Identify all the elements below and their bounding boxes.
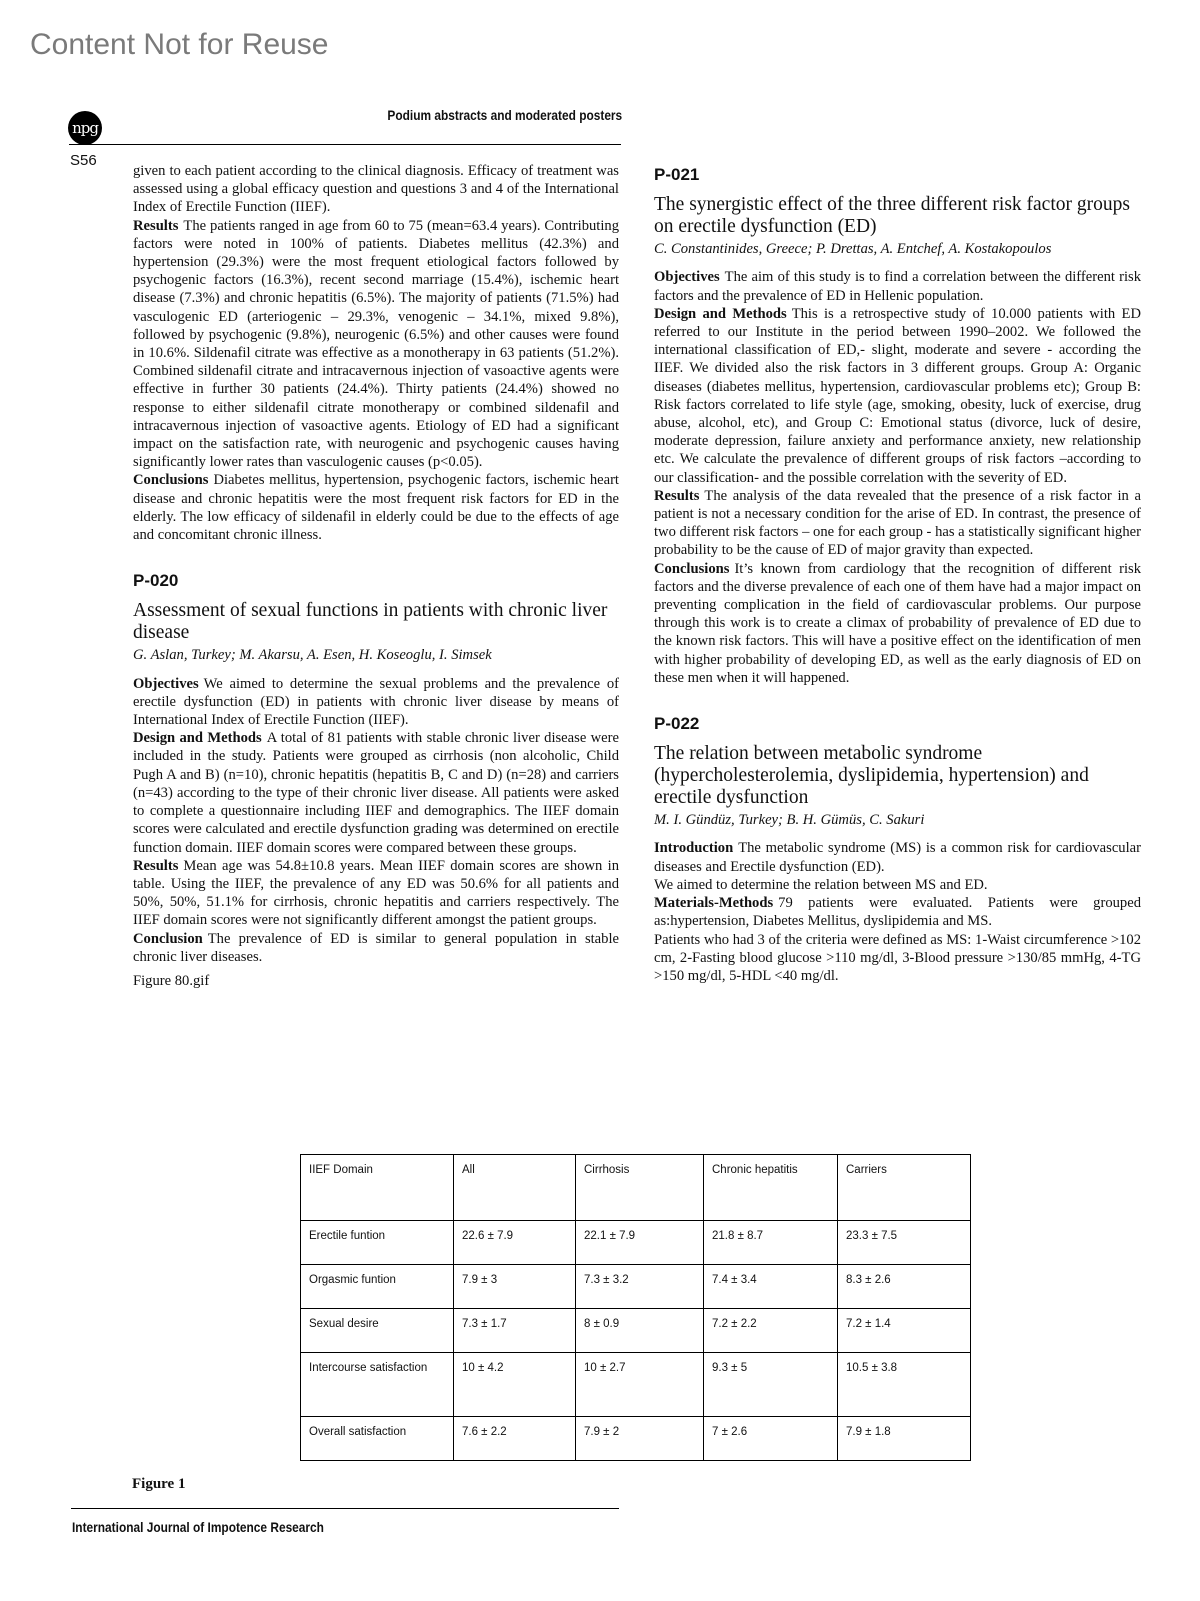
- continued-conclusions: [133, 471, 619, 544]
- table-row: [301, 1265, 971, 1309]
- table-cell: 22.6 ± 7.9: [454, 1221, 576, 1265]
- results-text: The analysis of the data revealed that the presence of a risk factor in a patient is not a necessary condition for the arise of ED. In contrast, the presence of two different risk factors – one for each group - has a statistically significant higher probability to be the cause of ED of major gravity than expected.: [654, 487, 1141, 559]
- results-label: Results: [133, 217, 179, 234]
- objectives-text: The aim of this study is to find a correlation between the different risk factors and the prevalence of ED in Hellenic population.: [654, 269, 1141, 304]
- table-cell: Intercourse satisfaction: [301, 1353, 454, 1417]
- abstract-title-p021: The synergistic effect of the three different risk factor groups on erectile dysfunction (ED): [654, 194, 1130, 238]
- introduction-label: Introduction: [654, 840, 734, 857]
- table-header-cell: All: [454, 1155, 576, 1221]
- running-head: Podium abstracts and moderated posters: [387, 107, 622, 123]
- objectives-text: We aimed to determine the sexual problems and the prevalence of erectile dysfunction (ED) in patients with chronic liver disease by means of International Index of Erectile Function (IIEF).: [133, 675, 619, 729]
- continued-methods: given to each patient according to the clinical diagnosis. Efficacy of treatment was assessed using a global efficacy question and questions 3 and 4 of the International Index of Erectile Function (IIEF).: [133, 163, 619, 216]
- abstract-title-p022: The relation between metabolic syndrome (hypercholesterolemia, dyslipidemia, hypertension) and erectile dysfunction: [654, 743, 1089, 809]
- abstract-authors-p021: C. Constantinides, Greece; P. Drettas, A. Entchef, A. Kostakopoulos: [654, 241, 1052, 258]
- p021-conclusions: [654, 560, 1141, 687]
- table-cell: 7.9 ± 3: [454, 1265, 576, 1309]
- results-text: The patients ranged in age from 60 to 75 (mean=63.4 years). Contributing factors were noted in 100% of patients. Diabetes mellitus (42.3%) and hypertension (29.3%) were the most frequent etiological factors followed by psychogenic factors (16.3%), recent second marriage (15.4%), ischemic heart disease (7.3%) and chronic hepatitis (6.5%). The majority of patients (71.5%) had vasculogenic ED (arteriogenic – 29.3%, venogenic – 34.1%, mixed 9.8%), followed by psychogenic (9.8%), neurogenic (6.5%) and other causes were found in 10.6%. Sildenafil citrate was effective as a monotherapy in 63 patients (51.2%). Combined sildenafil citrate and intracavernous injection of vasoactive agents were effective in further 30 patients (24.4%). Thirty patients (24.4%) showed no response to either sildenafil citrate monotherapy or combined sildenafil and intracavernous injection of vasoactive agents. Etiology of ED had a significant impact on the satisfaction rate, with neurogenic and psychogenic causes having significantly lower rates than vasculogenic causes (p<0.05).: [133, 217, 619, 471]
- table-cell: 23.3 ± 7.5: [838, 1221, 971, 1265]
- table-cell: 7.4 ± 3.4: [704, 1265, 838, 1309]
- p020-design: [133, 729, 619, 856]
- table-header-cell: Chronic hepatitis: [704, 1155, 838, 1221]
- table-cell: Erectile funtion: [301, 1221, 454, 1265]
- npg-logo: npg: [68, 111, 102, 145]
- abstract-id-p021: P-021: [654, 165, 700, 184]
- table-cell: 10 ± 4.2: [454, 1353, 576, 1417]
- abstract-id-p020: P-020: [133, 571, 179, 591]
- conclusions-label: Conclusions: [133, 472, 209, 489]
- table-cell: 21.8 ± 8.7: [704, 1221, 838, 1265]
- objectives-label: Objectives: [133, 675, 199, 692]
- p022-introduction: [654, 839, 1141, 875]
- abstract-id-p022: P-022: [654, 714, 700, 734]
- design-text: This is a retrospective study of 10.000 patients with ED referred to our Institute in the period between 1990–2002. We followed the international classification of ED,- slight, moderate and severe - according the IIEF. We divided also the risk factors in 3 different groups. Group A: Organic diseases (diabetes mellitus, hypertension, cardiovascular problems etc); Group B: Risk factors correlated to life style (age, smoking, obesity, luck of exercise, drug abuse, alcohol, etc), and Group C: Emotional status (divorce, luck of desire, moderate depression, failure anxiety and performance anxiety, new relationship etc. We calculate the prevalence of different groups of risk factors –according to our classification- and the possible correlation with the severity of ED.: [654, 305, 1142, 486]
- table-cell: 7.9 ± 2: [576, 1417, 704, 1461]
- iief-domain-table: [300, 1154, 971, 1461]
- methods-label: Materials-Methods: [654, 895, 774, 912]
- table-header-cell: Cirrhosis: [576, 1155, 704, 1221]
- table-cell: 7.2 ± 1.4: [838, 1309, 971, 1353]
- table-header-cell: Carriers: [838, 1155, 971, 1221]
- table-cell: 7.2 ± 2.2: [704, 1309, 838, 1353]
- p021-objectives: [654, 268, 1141, 304]
- header-rule: [69, 144, 621, 145]
- design-label: Design and Methods: [654, 305, 787, 322]
- design-label: Design and Methods: [133, 730, 262, 747]
- conclusions-text: It’s known from cardiology that the recognition of different risk factors and the diverse prevalence of each one of them have had a major impact on preventing complication in the field of cardiovascular problems. Our purpose through this work is to create a climax of probability of prevalence of ED due to the known risk factors. This will have a positive effect on the identification of men with higher probability of developing ED, as well as the early diagnosis of ED on these men when it will happened.: [654, 560, 1141, 686]
- table-row: [301, 1221, 971, 1265]
- table-row: [301, 1353, 971, 1417]
- abstract-authors-p020: G. Aslan, Turkey; M. Akarsu, A. Esen, H. Koseoglu, I. Simsek: [133, 647, 492, 664]
- watermark: Content Not for Reuse: [30, 28, 329, 61]
- table-cell: 7.3 ± 1.7: [454, 1309, 576, 1353]
- table-cell: 7 ± 2.6: [704, 1417, 838, 1461]
- conclusion-text: The prevalence of ED is similar to general population in stable chronic liver diseases.: [133, 930, 619, 965]
- table-cell: 7.3 ± 3.2: [576, 1265, 704, 1309]
- table-cell: 9.3 ± 5: [704, 1353, 838, 1417]
- table-row: [301, 1309, 971, 1353]
- table-cell: 7.9 ± 1.8: [838, 1417, 971, 1461]
- abstract-authors-p022: M. I. Gündüz, Turkey; B. H. Gümüs, C. Sakuri: [654, 812, 925, 829]
- introduction-text: The metabolic syndrome (MS) is a common risk for cardiovascular diseases and Erectile dysfunction (ED).: [654, 840, 1141, 875]
- p020-objectives: [133, 675, 619, 730]
- p020-results: [133, 857, 619, 930]
- p022-aim: We aimed to determine the relation between MS and ED.: [654, 876, 988, 893]
- footer-rule: [71, 1508, 619, 1509]
- conclusions-label: Conclusions: [654, 560, 730, 577]
- table-cell: 10 ± 2.7: [576, 1353, 704, 1417]
- p020-conclusion: [133, 930, 619, 966]
- table-header-cell: IIEF Domain: [301, 1155, 454, 1221]
- methods-text: 79 patients were evaluated. Patients were grouped as:hypertension, Diabetes Mellitus, dyslipidemia and MS.: [654, 895, 1141, 930]
- p021-results: [654, 487, 1141, 560]
- right-column: [654, 166, 1141, 985]
- table-cell: Orgasmic funtion: [301, 1265, 454, 1309]
- p022-methods: [654, 894, 1141, 930]
- table-row: [301, 1417, 971, 1461]
- table-cell: 7.6 ± 2.2: [454, 1417, 576, 1461]
- design-text: A total of 81 patients with stable chronic liver disease were included in the study. Patients were grouped as cirrhosis (non alcoholic, Child Pugh A and B) (n=10), chronic hepatitis (hepatitis B, C and D) (n=28) and carriers (n=43) according to the type of their chronic liver disease. All patients were asked to complete a questionnaire including IIEF and demographics. The IIEF domain scores were calculated and erectile dysfunction grading was determined on erectile function domain. IIEF domain scores were compared between these groups.: [133, 730, 619, 856]
- figure-file-reference: Figure 80.gif: [133, 972, 210, 989]
- results-text: Mean age was 54.8±10.8 years. Mean IIEF domain scores are shown in table. Using the IIEF, the prevalence of any ED was 50.6% for all patients and 50%, 50%, 51.1% for cirrhosis, chronic hepatitis and carriers respectively. The IIEF domain scores were not significantly different amongst the patient groups.: [133, 857, 619, 929]
- table-cell: Overall satisfaction: [301, 1417, 454, 1461]
- journal-name: International Journal of Impotence Research: [72, 1519, 324, 1535]
- left-column: [133, 162, 619, 990]
- conclusion-label: Conclusion: [133, 930, 203, 947]
- table-cell: 8 ± 0.9: [576, 1309, 704, 1353]
- table-cell: 10.5 ± 3.8: [838, 1353, 971, 1417]
- results-label: Results: [654, 487, 700, 504]
- results-label: Results: [133, 857, 179, 874]
- abstract-title-p020: Assessment of sexual functions in patients with chronic liver disease: [133, 600, 608, 644]
- page-number: S56: [70, 152, 97, 169]
- figure-caption: Figure 1: [132, 1476, 186, 1492]
- continued-results: [133, 217, 619, 472]
- table-cell: 8.3 ± 2.6: [838, 1265, 971, 1309]
- table-cell: 22.1 ± 7.9: [576, 1221, 704, 1265]
- p021-design: [654, 305, 1141, 487]
- table-cell: Sexual desire: [301, 1309, 454, 1353]
- table-header-row: [301, 1155, 971, 1221]
- p022-criteria: Patients who had 3 of the criteria were defined as MS: 1-Waist circumference >102 cm, 2-Fasting blood glucose >110 mg/dl, 3-Blood pressure >130/85 mmHg, 4-TG >150 mg/dl, 5-HDL <40 mg/dl.: [654, 931, 1141, 984]
- objectives-label: Objectives: [654, 269, 720, 286]
- conclusions-text: Diabetes mellitus, hypertension, psychogenic factors, ischemic heart disease and chronic hepatitis were the most frequent risk factors for ED in the elderly. The low efficacy of sildenafil in elderly could be due to the effects of age and concomitant chronic illness.: [133, 472, 619, 544]
